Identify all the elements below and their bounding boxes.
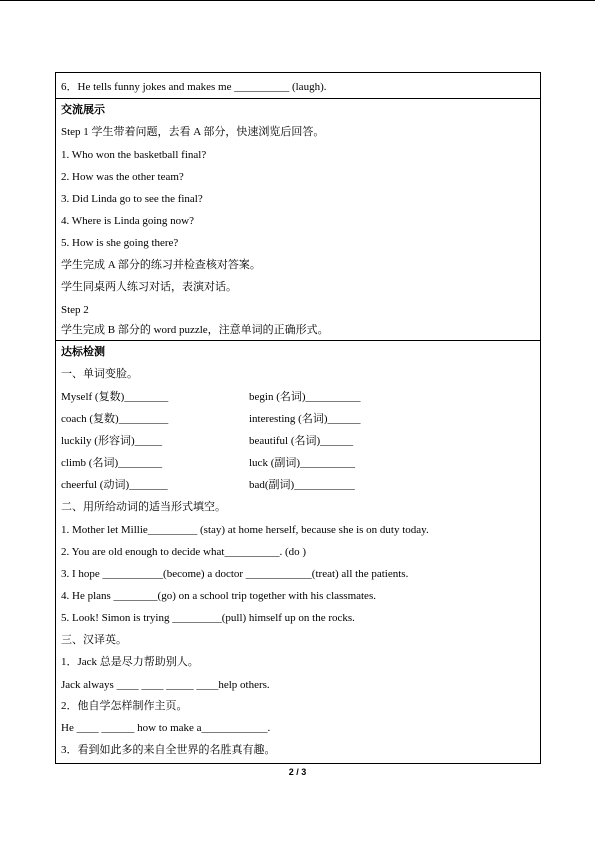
word-item-right: interesting (名词)______ <box>249 413 361 425</box>
word-item-right: luck (副词)__________ <box>249 457 356 469</box>
row-separator <box>56 98 540 99</box>
instruction-line: 学生完成 B 部分的 word puzzle，注意单词的正确形式。 <box>61 324 329 336</box>
part1-title: 一、单词变脸。 <box>61 368 138 380</box>
step2-line: Step 2 <box>61 304 89 316</box>
word-item-left: luckily (形容词)_____ <box>61 435 163 447</box>
fill-in-line: 4. He plans ________(go) on a school trip together with his classmates. <box>61 590 376 602</box>
word-item-left: coach (复数)_________ <box>61 413 169 425</box>
instruction-line: 学生完成 A 部分的练习并检查核对答案。 <box>61 259 261 271</box>
translation-prompt: 2．他自学怎样制作主页。 <box>61 700 188 712</box>
question-line: 1. Who won the basketball final? <box>61 149 207 161</box>
question-line: 4. Where is Linda going now? <box>61 215 194 227</box>
lesson-table <box>55 72 541 764</box>
word-item-left: Myself (复数)________ <box>61 391 169 403</box>
exercise-line-6: 6．He tells funny jokes and makes me __________ (laugh). <box>61 81 327 93</box>
part2-title: 二、用所给动词的适当形式填空。 <box>61 501 226 513</box>
translation-prompt: 3．看到如此多的来自全世界的名胜真有趣。 <box>61 744 276 756</box>
section-heading-exchange: 交流展示 <box>61 104 105 116</box>
question-line: 3. Did Linda go to see the final? <box>61 193 203 205</box>
instruction-line: 学生同桌两人练习对话，表演对话。 <box>61 281 237 293</box>
row-separator <box>56 340 540 341</box>
word-item-right: bad(副词)___________ <box>249 479 355 491</box>
top-rule <box>0 0 595 1</box>
word-item-left: cheerful (动词)_______ <box>61 479 168 491</box>
question-line: 5. How is she going there? <box>61 237 179 249</box>
word-item-right: begin (名词)__________ <box>249 391 361 403</box>
page-number: 2 / 3 <box>288 767 307 777</box>
translation-answer: He ____ ______ how to make a____________. <box>61 722 271 734</box>
word-item-right: beautiful (名词)______ <box>249 435 354 447</box>
fill-in-line: 5. Look! Simon is trying _________(pull) himself up on the rocks. <box>61 612 355 624</box>
translation-answer: Jack always ____ ____ _____ ____help others. <box>61 679 270 691</box>
fill-in-line: 2. You are old enough to decide what__________. (do ) <box>61 546 307 558</box>
step1-line: Step 1 学生带着问题，去看 A 部分，快速浏览后回答。 <box>61 126 325 138</box>
translation-prompt: 1．Jack 总是尽力帮助别人。 <box>61 656 199 668</box>
section-heading-test: 达标检测 <box>61 346 105 358</box>
fill-in-line: 1. Mother let Millie_________ (stay) at home herself, because she is on duty today. <box>61 524 429 536</box>
part3-title: 三、汉译英。 <box>61 634 127 646</box>
fill-in-line: 3. I hope ___________(become) a doctor ____________(treat) all the patients. <box>61 568 409 580</box>
question-line: 2. How was the other team? <box>61 171 184 183</box>
word-item-left: climb (名词)________ <box>61 457 163 469</box>
